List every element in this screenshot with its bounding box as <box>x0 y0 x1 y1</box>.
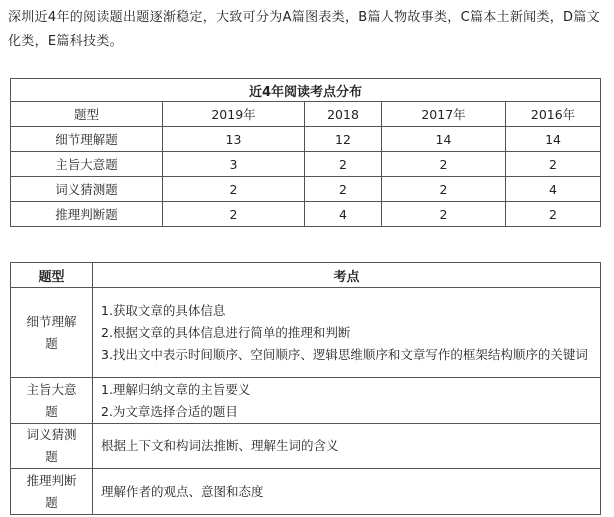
type-cell: 主旨大意题 <box>11 378 93 424</box>
cell: 2 <box>506 152 601 177</box>
cell: 12 <box>305 127 382 152</box>
point-item: 理解作者的观点、意图和态度 <box>101 483 264 499</box>
point-item: 3.找出文中表示时间顺序、空间顺序、逻辑思维顺序和文章写作的框架结构顺序的关键词 <box>101 346 588 362</box>
point-item: 2.根据文章的具体信息进行简单的推理和判断 <box>101 324 351 340</box>
cell: 2 <box>382 202 506 227</box>
header-type: 题型 <box>11 263 93 288</box>
table-row <box>11 378 601 424</box>
table-row <box>11 177 601 202</box>
points-cell <box>93 288 601 378</box>
points-cell <box>93 424 601 469</box>
exam-points-table <box>10 262 601 515</box>
cell: 主旨大意题 <box>11 152 163 177</box>
type-cell: 细节理解题 <box>11 288 93 378</box>
cell: 2 <box>382 152 506 177</box>
point-item: 1.获取文章的具体信息 <box>101 302 226 318</box>
table-row <box>11 127 601 152</box>
header-2017: 2017年 <box>382 102 506 127</box>
point-item: 根据上下文和构词法推断、理解生词的含义 <box>101 438 339 453</box>
intro-paragraph: 深圳近4年的阅读题出题逐渐稳定，大致可分为A篇图表类，B篇人物故事类，C篇本土新闻类，D篇文化类，E篇科技类。 <box>8 10 600 49</box>
table-row <box>11 288 601 378</box>
header-2016: 2016年 <box>506 102 601 127</box>
cell: 2 <box>305 152 382 177</box>
type-cell: 词义猜测题 <box>11 424 93 469</box>
points-cell <box>93 378 601 424</box>
table-caption: 近4年阅读考点分布 <box>11 79 601 102</box>
cell: 4 <box>506 177 601 202</box>
header-2019: 2019年 <box>163 102 305 127</box>
table-row <box>11 152 601 177</box>
point-item: 2.为文章选择合适的题目 <box>101 403 238 419</box>
cell: 4 <box>305 202 382 227</box>
header-points: 考点 <box>93 263 601 288</box>
header-type: 题型 <box>11 102 163 127</box>
cell: 14 <box>506 127 601 152</box>
table-row <box>11 202 601 227</box>
cell: 细节理解题 <box>11 127 163 152</box>
cell: 词义猜测题 <box>11 177 163 202</box>
cell: 2 <box>506 202 601 227</box>
header-2018: 2018 <box>305 102 382 127</box>
table-header-row <box>11 102 601 127</box>
table-row <box>11 424 601 469</box>
point-item: 1.理解归纳文章的主旨要义 <box>101 381 251 397</box>
table-row <box>11 469 601 515</box>
cell: 13 <box>163 127 305 152</box>
points-cell <box>93 469 601 515</box>
cell: 推理判断题 <box>11 202 163 227</box>
cell: 2 <box>382 177 506 202</box>
table-header-row <box>11 263 601 288</box>
cell: 2 <box>163 177 305 202</box>
cell: 3 <box>163 152 305 177</box>
cell: 14 <box>382 127 506 152</box>
cell: 2 <box>305 177 382 202</box>
cell: 2 <box>163 202 305 227</box>
exam-distribution-table <box>10 78 601 227</box>
type-cell: 推理判断题 <box>11 469 93 515</box>
